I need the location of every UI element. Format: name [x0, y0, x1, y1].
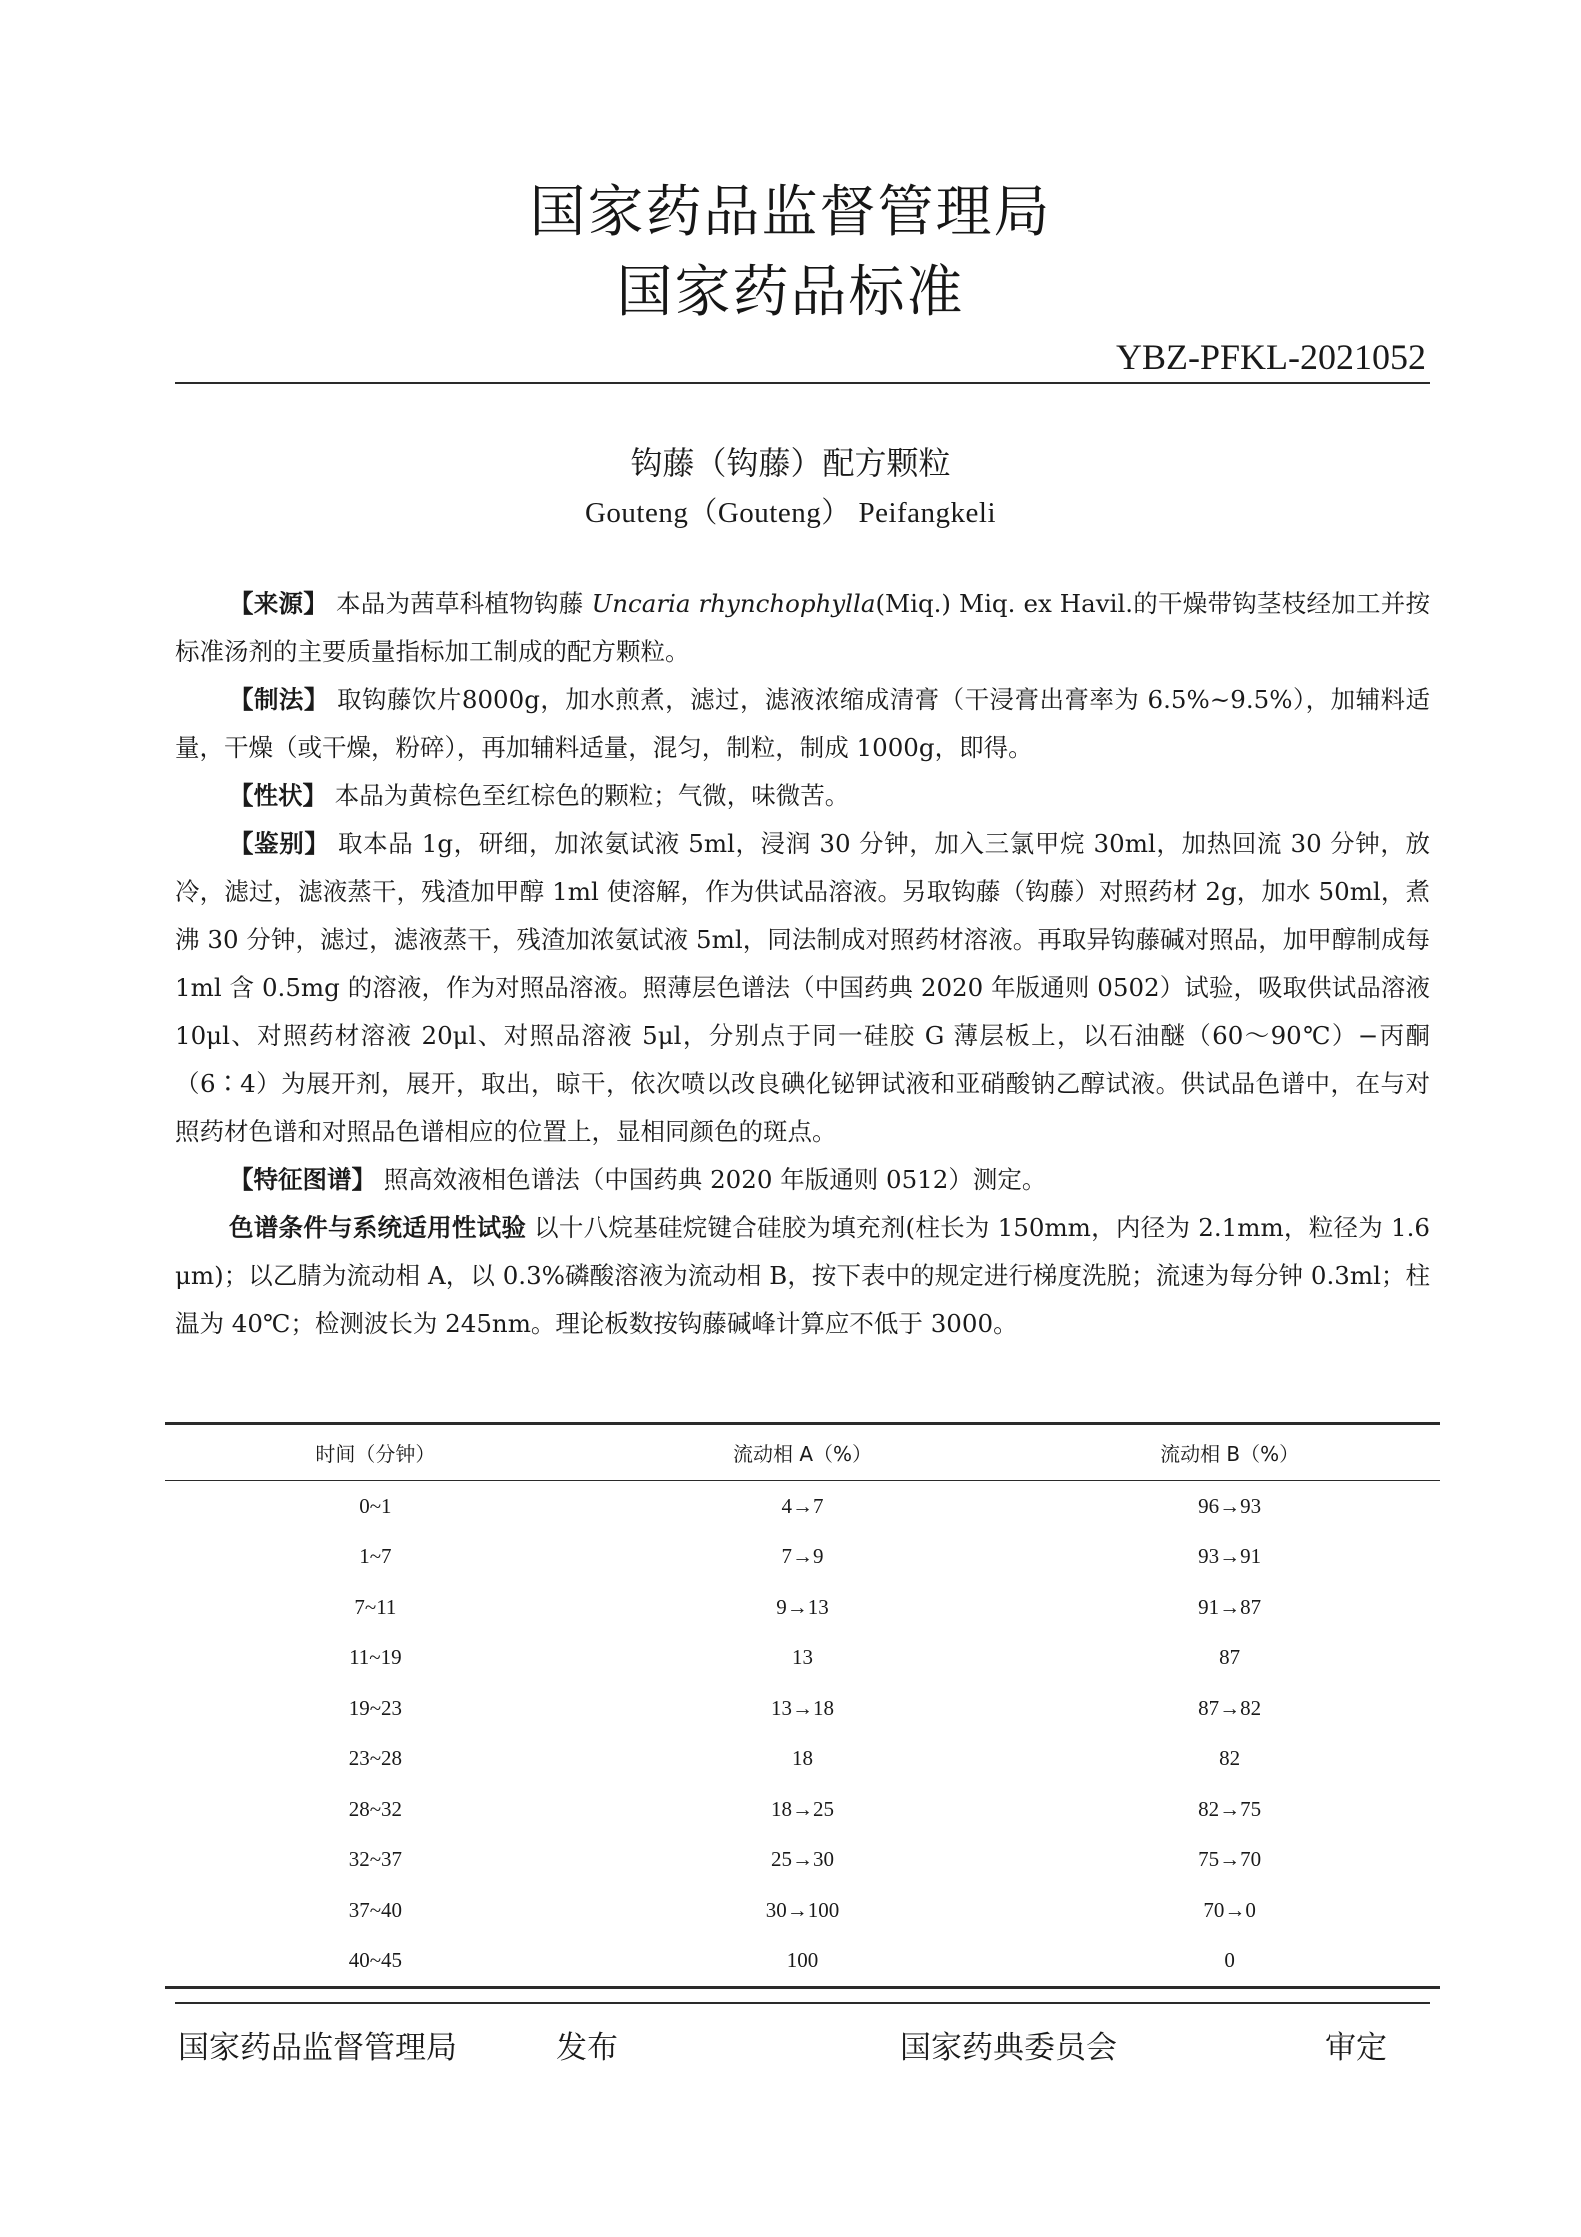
agency-title: 国家药品监督管理局: [529, 180, 1052, 245]
cell-phase-b: 91→87: [1198, 1594, 1262, 1619]
cell-phase-a: 7→9: [781, 1544, 824, 1569]
identification-label: 【鉴别】: [229, 829, 330, 858]
footer-review-label: 审定: [1325, 2030, 1387, 2066]
source-paragraph: [175, 580, 1430, 676]
cell-phase-a: 18: [792, 1746, 813, 1771]
identification-paragraph: [175, 820, 1430, 1156]
standard-number: YBZ-PFKL-2021052: [1115, 337, 1426, 377]
table-row: [165, 1633, 1440, 1684]
table-row: [165, 1532, 1440, 1583]
table-header-row: [165, 1424, 1440, 1481]
fingerprint-text: 照高效液相色谱法（中国药典 2020 年版通则 0512）测定。: [383, 1165, 1047, 1194]
cell-time: 19~23: [348, 1695, 403, 1720]
cell-phase-b: 75→70: [1198, 1847, 1262, 1872]
cell-phase-b: 0: [1224, 1948, 1235, 1973]
cell-time: 0~1: [359, 1493, 392, 1518]
chromatography-text: 以十八烷基硅烷键合硅胶为填充剂(柱长为 150mm，内径为 2.1mm，粒径为 1.6 μm)；以乙腈为流动相 A，以 0.3%磷酸溶液为流动相 B，按下表中的规定进行梯度洗脱；流速为每分钟 0.3ml；柱温为 40℃；检测波长为 245nm。理论板数按钩藤碱峰计算应不低于 3000。: [175, 1213, 1430, 1338]
header-rule: [175, 382, 1430, 384]
cell-phase-b: 82: [1219, 1746, 1241, 1771]
table-row: [165, 1582, 1440, 1633]
cell-phase-a: 25→30: [771, 1847, 834, 1872]
cell-phase-b: 70→0: [1203, 1897, 1256, 1922]
chromatography-label: 色谱条件与系统适用性试验: [229, 1213, 527, 1242]
cell-phase-a: 13: [792, 1645, 813, 1670]
source-text-a: 本品为茜草科植物钩藤: [336, 589, 584, 618]
cell-time: 7~11: [354, 1594, 397, 1619]
preparation-label: 【制法】: [229, 685, 329, 714]
footer-rule: [175, 2002, 1430, 2004]
cell-phase-a: 13→18: [771, 1695, 834, 1720]
table-row: [165, 1481, 1440, 1532]
preparation-text: 取钩藤饮片8000g，加水煎煮，滤过，滤液浓缩成清膏（干浸膏出膏率为 6.5%~9.5%），加辅料适量，干燥（或干燥，粉碎），再加辅料适量，混匀，制粒，制成 1000g，即得。: [175, 685, 1430, 762]
cell-time: 37~40: [348, 1897, 403, 1922]
cell-phase-b: 96→93: [1198, 1493, 1262, 1518]
table-row: [165, 1885, 1440, 1936]
fingerprint-label: 【特征图谱】: [229, 1165, 376, 1194]
cell-time: 40~45: [348, 1948, 403, 1973]
table-row: [165, 1734, 1440, 1785]
header-time: 时间（分钟）: [315, 1442, 436, 1466]
monograph-body: [175, 580, 1430, 1348]
footer-issuer: 国家药品监督管理局: [178, 2030, 457, 2066]
cell-time: 1~7: [359, 1544, 392, 1569]
identification-text: 取本品 1g，研细，加浓氨试液 5ml，浸润 30 分钟，加入三氯甲烷 30ml，加热回流 30 分钟，放冷，滤过，滤液蒸干，残渣加甲醇 1ml 使溶解，作为供试品溶液。另取钩藤（钩藤）对照药材 2g，加水 50ml，煮沸 30 分钟，滤过，滤液蒸干，残渣加浓氨试液 5ml，同法制成对照药材溶液。再取异钩藤碱对照品，加甲醇制成每 1ml 含 0.5mg 的溶液，作为对照品溶液。照薄层色谱法（中国药典 2020 年版通则 0502）试验，吸取供试品溶液 10μl、对照药材溶液 20μl、对照品溶液 5μl，分别点于同一硅胶 G 薄层板上，以石油醚（60～90℃）−丙酮（6∶4）为展开剂，展开，取出，晾干，依次喷以改良碘化铋钾试液和亚硝酸钠乙醇试液。供试品色谱中，在与对照药材色谱和对照品色谱相应的位置上，显相同颜色的斑点。: [175, 829, 1430, 1146]
source-label: 【来源】: [229, 589, 328, 618]
table-row: [165, 1784, 1440, 1835]
cell-phase-b: 87→82: [1198, 1695, 1262, 1720]
gradient-table: [165, 1422, 1440, 1989]
table-row: [165, 1936, 1440, 1988]
cell-phase-b: 93→91: [1198, 1544, 1262, 1569]
product-name-en: Gouteng（Gouteng） Peifangkeli: [584, 497, 997, 529]
cell-phase-a: 18→25: [771, 1796, 834, 1821]
source-text-b: (Miq.) Miq. ex Havil.的干燥带钩茎枝经加工并按标准汤剂的主要质量指标加工制成的配方颗粒。: [175, 589, 1431, 666]
footer-issue-label: 发布: [556, 2030, 618, 2066]
header-phase-a: 流动相 A（%）: [732, 1442, 873, 1466]
cell-time: 23~28: [348, 1746, 403, 1771]
cell-time: 11~19: [349, 1645, 402, 1670]
cell-phase-b: 87: [1219, 1645, 1241, 1670]
cell-time: 32~37: [348, 1847, 403, 1872]
product-name-cn: 钩藤（钩藤）配方颗粒: [630, 444, 951, 482]
footer-reviewer: 国家药典委员会: [900, 2030, 1117, 2066]
cell-phase-b: 82→75: [1198, 1796, 1262, 1821]
standard-title: 国家药品标准: [616, 260, 965, 325]
cell-phase-a: 9→13: [776, 1594, 829, 1619]
cell-phase-a: 100: [786, 1948, 819, 1973]
cell-time: 28~32: [348, 1796, 403, 1821]
character-text: 本品为黄棕色至红棕色的颗粒；气微，味微苦。: [334, 781, 850, 810]
character-label: 【性状】: [229, 781, 327, 810]
preparation-paragraph: [175, 676, 1430, 772]
header-phase-b: 流动相 B（%）: [1160, 1442, 1300, 1466]
latin-name: Uncaria rhynchophylla: [591, 589, 876, 618]
table-row: [165, 1683, 1440, 1734]
fingerprint-paragraph: [175, 1156, 1430, 1204]
table-row: [165, 1835, 1440, 1886]
cell-phase-a: 30→100: [765, 1897, 840, 1922]
cell-phase-a: 4→7: [781, 1493, 824, 1518]
character-paragraph: [175, 772, 1430, 820]
chromatography-paragraph: [175, 1204, 1430, 1348]
